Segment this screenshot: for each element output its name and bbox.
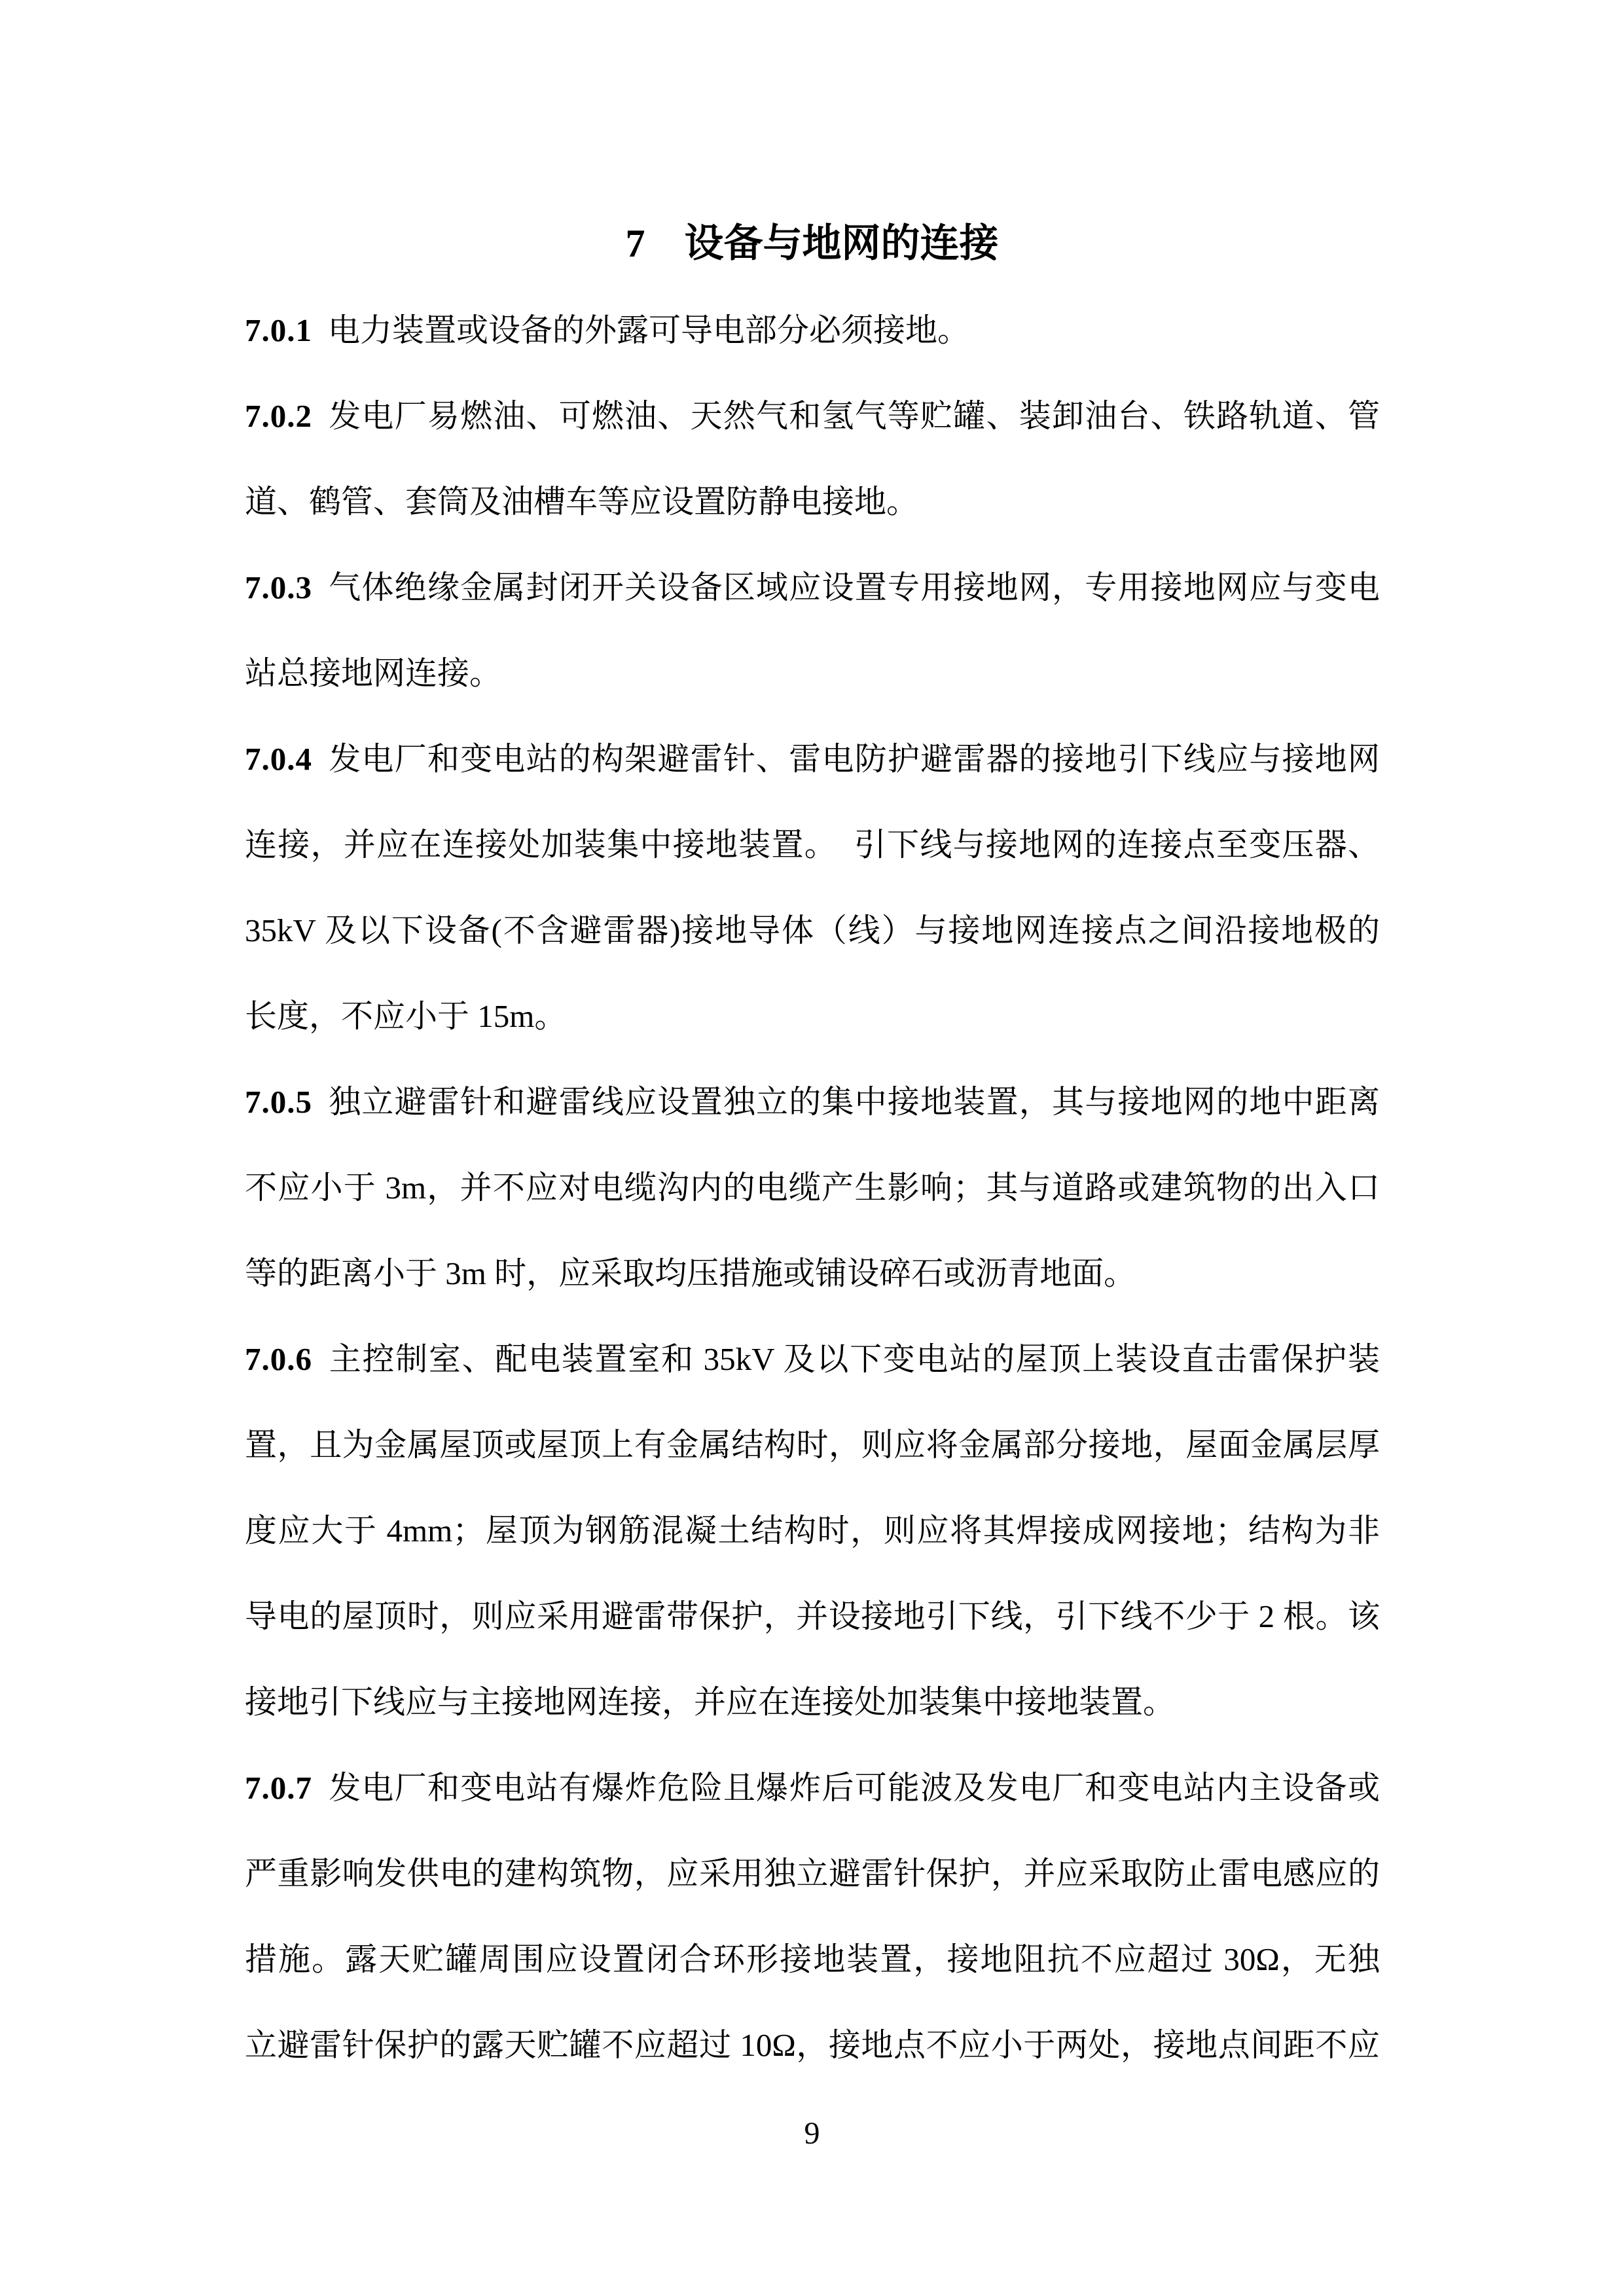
clause-number: 7.0.3 [245, 569, 312, 605]
clause-text: 发电厂易燃油、可燃油、天然气和氢气等贮罐、装卸油台、铁路轨道、管 [328, 398, 1380, 434]
text-line [245, 373, 1380, 459]
clause-text: 站总接地网连接。 [245, 655, 502, 691]
text-line [245, 2002, 1380, 2088]
text-line [245, 716, 1380, 802]
clause-text: 道、鹤管、套筒及油槽车等应设置防静电接地。 [245, 484, 919, 520]
clauses [245, 287, 1380, 2088]
clause-number: 7.0.5 [245, 1084, 312, 1120]
text-line [245, 1402, 1380, 1488]
text-line [245, 973, 1380, 1059]
clause-text: 等的距离小于 3m 时，应采取均压措施或铺设碎石或沥青地面。 [245, 1255, 1136, 1291]
section-title: 7 设备与地网的连接 [625, 222, 999, 265]
clause-number: 7.0.1 [245, 312, 312, 348]
text-line [245, 1831, 1380, 1916]
page-number: 9 [804, 2116, 820, 2151]
text-line [245, 1230, 1380, 1316]
clause-text: 独立避雷针和避雷线应设置独立的集中接地装置，其与接地网的地中距离 [328, 1084, 1380, 1120]
text-line [245, 1316, 1380, 1402]
clause-text: 措施。露天贮罐周围应设置闭合环形接地装置，接地阻抗不应超过 30Ω，无独 [245, 1941, 1380, 1977]
clause-text: 35kV 及以下设备(不含避雷器)接地导体（线）与接地网连接点之间沿接地极的 [245, 912, 1380, 948]
clause-text: 发电厂和变电站有爆炸危险且爆炸后可能波及发电厂和变电站内主设备或 [328, 1770, 1380, 1806]
text-line [245, 1659, 1380, 1745]
text-line [245, 888, 1380, 973]
text-line [245, 1745, 1380, 1831]
clause-text: 立避雷针保护的露天贮罐不应超过 10Ω，接地点不应小于两处，接地点间距不应 [245, 2027, 1380, 2063]
clause-text: 导电的屋顶时，则应采用避雷带保护，并设接地引下线，引下线不少于 2 根。该 [245, 1598, 1380, 1634]
clause-text: 不应小于 3m，并不应对电缆沟内的电缆产生影响；其与道路或建筑物的出入口 [245, 1170, 1380, 1206]
clause-text: 置，且为金属屋顶或屋顶上有金属结构时，则应将金属部分接地，屋面金属层厚 [245, 1427, 1380, 1463]
clause-text: 连接，并应在连接处加装集中接地装置。 引下线与接地网的连接点至变压器、 [245, 827, 1380, 863]
text-line [245, 1059, 1380, 1145]
text-line [245, 459, 1380, 545]
clause-text: 长度，不应小于 15m。 [245, 998, 567, 1034]
clause-text: 发电厂和变电站的构架避雷针、雷电防护避雷器的接地引下线应与接地网 [328, 741, 1380, 777]
text-line [245, 1573, 1380, 1659]
text-line [245, 1145, 1380, 1230]
clause-number: 7.0.7 [245, 1770, 312, 1806]
clause-text: 严重影响发供电的建构筑物，应采用独立避雷针保护，并应采取防止雷电感应的 [245, 1856, 1380, 1892]
clause-text: 电力装置或设备的外露可导电部分必须接地。 [328, 312, 970, 348]
clause-number: 7.0.2 [245, 398, 312, 434]
text-line [245, 287, 1380, 373]
text-line [245, 1488, 1380, 1573]
text-line [245, 545, 1380, 630]
text-line [245, 802, 1380, 888]
clause-text: 接地引下线应与主接地网连接，并应在连接处加装集中接地装置。 [245, 1684, 1176, 1720]
text-line [245, 630, 1380, 716]
clause-text: 度应大于 4mm；屋顶为钢筋混凝土结构时，则应将其焊接成网接地；结构为非 [245, 1513, 1380, 1549]
clause-number: 7.0.4 [245, 741, 312, 777]
clause-number: 7.0.6 [245, 1341, 312, 1377]
text-line [245, 1916, 1380, 2002]
clause-text: 主控制室、配电装置室和 35kV 及以下变电站的屋顶上装设直击雷保护装 [328, 1341, 1380, 1377]
clause-text: 气体绝缘金属封闭开关设备区域应设置专用接地网，专用接地网应与变电 [328, 569, 1380, 605]
